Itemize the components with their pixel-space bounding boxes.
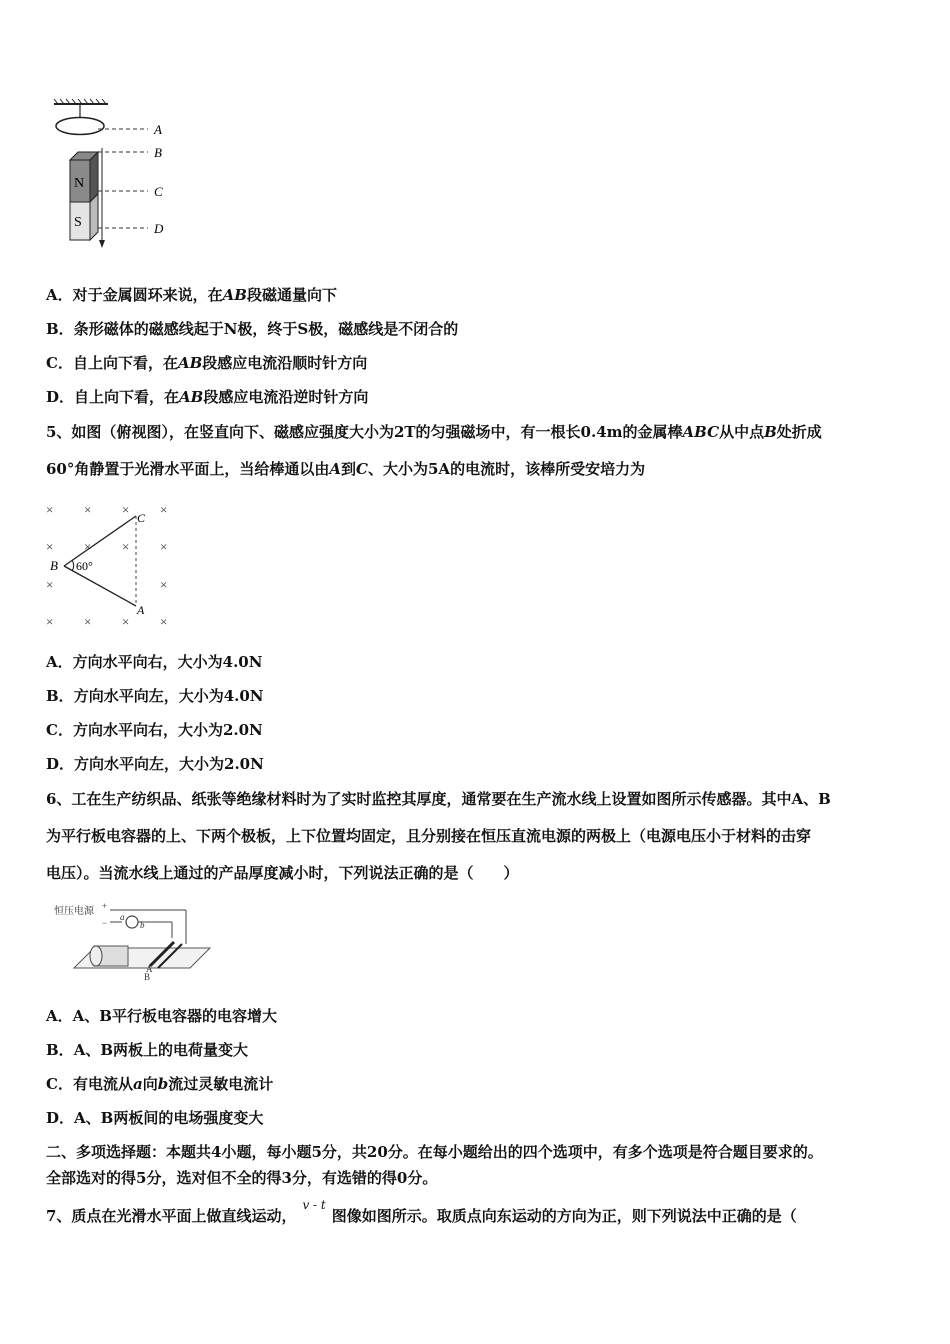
field-cross: × xyxy=(122,614,130,629)
metal-ring xyxy=(56,118,104,135)
field-cross: × xyxy=(122,539,130,554)
field-cross: × xyxy=(160,539,168,554)
q5-option-a: A．方向水平向右，大小为4.0N xyxy=(46,653,263,671)
point-a-label: A xyxy=(137,603,145,617)
q4-option-b: B．条形磁体的磁感线起于N极，终于S极，磁感线是不闭合的 xyxy=(46,320,459,338)
svg-text:−: − xyxy=(102,918,108,928)
q6-option-a: A．A、B平行板电容器的电容增大 xyxy=(46,1007,277,1025)
field-cross: × xyxy=(84,539,92,554)
q4-option-a: A．对于金属圆环来说，在AB段磁通量向下 xyxy=(46,286,337,304)
bent-rod-figure xyxy=(44,500,184,630)
magnet-ring-figure xyxy=(50,98,180,253)
q4-option-d: D．自上向下看，在AB段感应电流沿逆时针方向 xyxy=(46,388,369,406)
label-d: D xyxy=(154,221,164,236)
field-cross: × xyxy=(160,502,168,517)
q5-stem-line-2: 60°角静置于光滑水平面上，当给棒通以由A到C、大小为5A的电流时，该棒所受安培力为 xyxy=(46,460,646,478)
q5-option-b: B．方向水平向左，大小为4.0N xyxy=(46,687,264,705)
power-source-label: 恒压电源 xyxy=(54,906,94,917)
q4-option-c: C．自上向下看，在AB段感应电流沿顺时针方向 xyxy=(46,354,368,372)
field-cross: × xyxy=(84,502,92,517)
section-2-heading: 二、多项选择题：本题共4小题，每小题5分，共20分。在每小题给出的四个选项中，有多个选项是符合题目要求的。 xyxy=(46,1143,823,1161)
q5-option-c: C．方向水平向右，大小为2.0N xyxy=(46,721,263,739)
field-cross: × xyxy=(46,614,54,629)
q7-stem: 7、质点在光滑水平面上做直线运动，v - t图像如图所示。取质点向东运动的方向为正，则下列说法中正确的是（ xyxy=(46,1206,797,1227)
svg-text:a: a xyxy=(120,912,125,922)
q6-option-d: D．A、B两板间的电场强度变大 xyxy=(46,1109,264,1127)
field-cross: × xyxy=(46,502,54,517)
field-cross: × xyxy=(84,614,92,629)
field-cross: × xyxy=(160,614,168,629)
capacitor-sensor-figure xyxy=(50,898,220,982)
q6-stem-line-2: 为平行板电容器的上、下两个极板，上下位置均固定，且分别接在恒压直流电源的两极上（电源电压小于材料的击穿 xyxy=(46,827,812,845)
rod-ba xyxy=(64,566,136,606)
angle-label: 60° xyxy=(76,559,93,573)
galvanometer xyxy=(126,916,138,928)
q5-option-d: D．方向水平向左，大小为2.0N xyxy=(46,755,264,773)
field-cross: × xyxy=(46,539,54,554)
label-b: B xyxy=(154,145,162,160)
field-cross: × xyxy=(46,577,54,592)
field-cross: × xyxy=(160,577,168,592)
label-a: A xyxy=(154,122,162,137)
svg-text:b: b xyxy=(140,920,145,930)
point-b-label: B xyxy=(50,558,58,573)
label-s: S xyxy=(74,215,82,230)
q6-option-b: B．A、B两板上的电荷量变大 xyxy=(46,1041,249,1059)
section-2-heading-cont: 全部选对的得5分，选对但不全的得3分，有选错的得0分。 xyxy=(46,1169,438,1187)
plate-b-label: B xyxy=(144,972,151,982)
vt-symbol: v - t xyxy=(302,1198,326,1212)
q5-stem-line-1: 5、如图（俯视图），在竖直向下、磁感应强度大小为2T的匀强磁场中，有一根长0.4m的金属棒ABC从中点B处折成 xyxy=(46,423,822,441)
point-c-label: C xyxy=(137,511,146,525)
field-cross: × xyxy=(122,502,130,517)
q6-stem-line-3: 电压）。当流水线上通过的产品厚度减小时，下列说法正确的是（ ） xyxy=(46,864,519,882)
q6-stem-line-1: 6、工在生产纺织品、纸张等绝缘材料时为了实时监控其厚度，通常要在生产流水线上设置如图所示传感器。其中A、B xyxy=(46,790,831,808)
plate-a-label: A xyxy=(146,964,153,974)
svg-text:+: + xyxy=(102,901,108,911)
q6-option-c: C．有电流从a向b流过灵敏电流计 xyxy=(46,1075,274,1093)
label-n: N xyxy=(74,176,85,191)
label-c: C xyxy=(154,184,163,199)
